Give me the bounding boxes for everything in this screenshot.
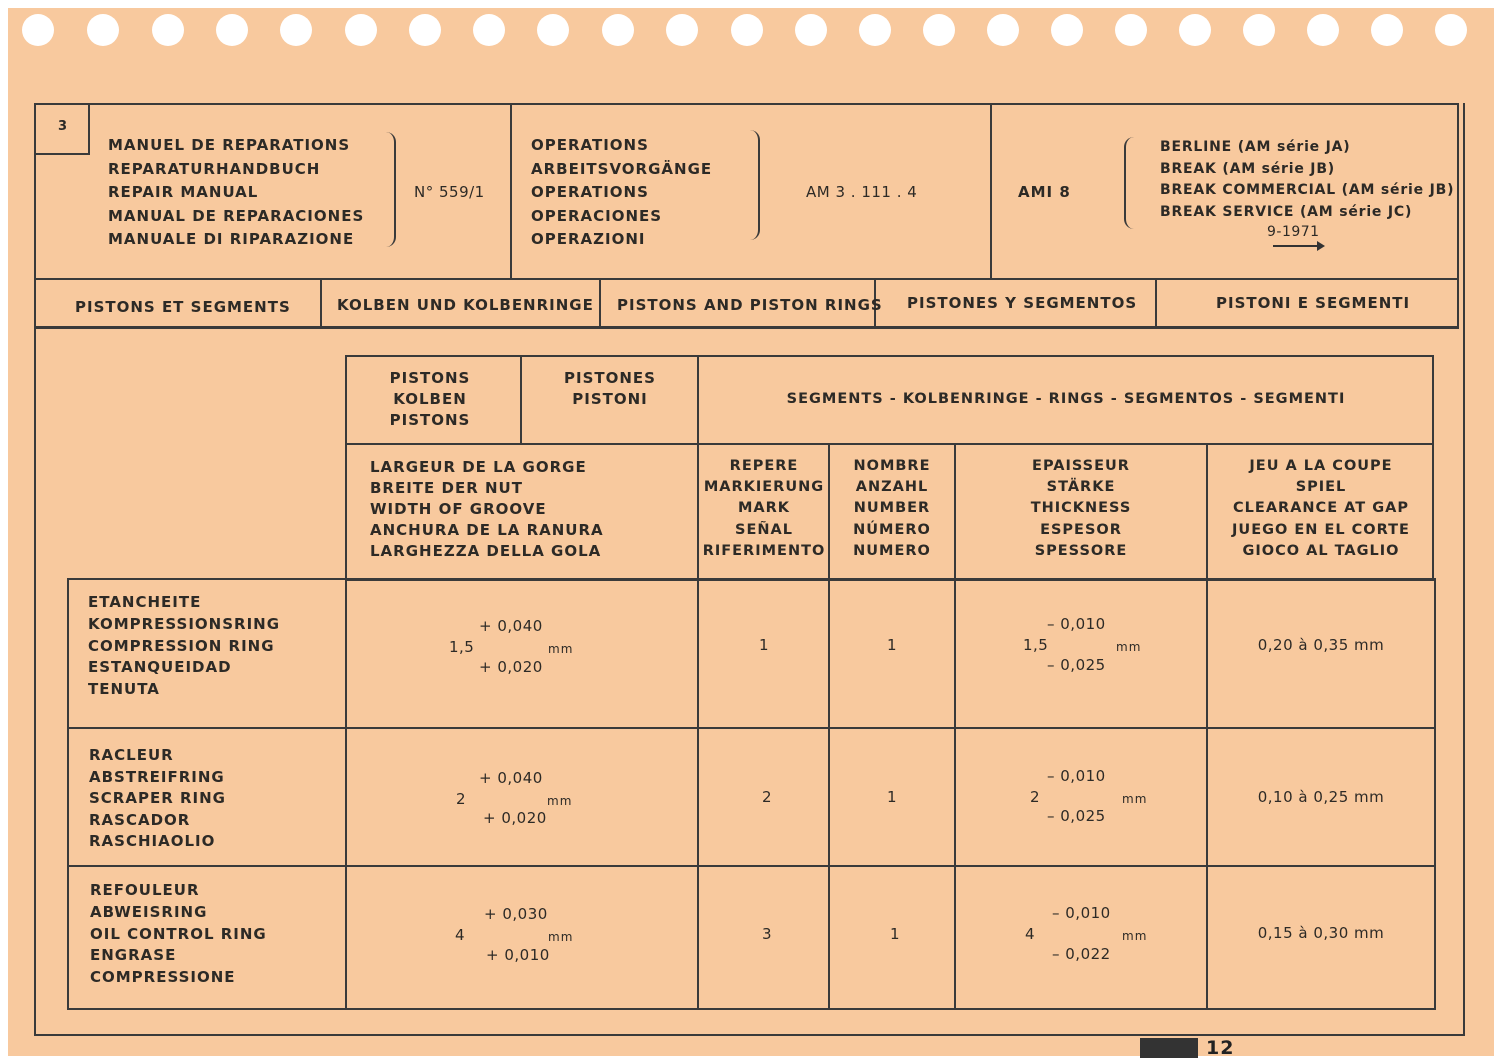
ring-count: 1 xyxy=(886,788,898,806)
operation-titles: OPERATIONS ARBEITSVORGÄNGE OPERATIONS OPERACIONES OPERAZIONI xyxy=(531,136,713,248)
binder-hole xyxy=(859,14,891,46)
page-number: 12 xyxy=(1206,1037,1235,1059)
groove-upper: + 0,040 xyxy=(479,769,543,787)
groove-unit: mm xyxy=(547,794,573,808)
gap-value: 0,10 à 0,25 mm xyxy=(1257,788,1385,806)
gap-value: 0,15 à 0,30 mm xyxy=(1257,924,1385,942)
groove-lower: + 0,020 xyxy=(483,809,547,827)
arrow-right-icon xyxy=(1273,245,1323,247)
brace xyxy=(386,132,396,247)
pistones-header: PISTONES PISTONI xyxy=(564,369,656,408)
table-line xyxy=(67,865,1436,867)
ring-name: RACLEUR ABSTREIFRING SCRAPER RING RASCADOR RASCHIAOLIO xyxy=(89,746,226,850)
groove-unit: mm xyxy=(548,642,574,656)
thickness-unit: mm xyxy=(1122,792,1148,806)
groove-nominal: 4 xyxy=(455,926,466,944)
pistons-header: PISTONS KOLBEN PISTONS xyxy=(389,369,471,429)
thickness-unit: mm xyxy=(1116,640,1142,654)
groove-upper: + 0,040 xyxy=(479,617,543,635)
manual-number: N° 559/1 xyxy=(414,183,485,201)
binder-hole xyxy=(345,14,377,46)
ring-name: REFOULEUR ABWEISRING OIL CONTROL RING ENGRASE COMPRESSIONE xyxy=(90,881,267,987)
groove-upper: + 0,030 xyxy=(484,905,548,923)
table-line xyxy=(520,355,522,445)
binder-hole xyxy=(537,14,569,46)
edition-date: 9-1971 xyxy=(1267,224,1320,240)
thickness-upper: – 0,010 xyxy=(1047,615,1106,633)
binder-hole xyxy=(152,14,184,46)
subject-title-es: PISTONES Y SEGMENTOS xyxy=(907,294,1138,312)
binder-hole xyxy=(1307,14,1339,46)
binder-hole xyxy=(473,14,505,46)
ring-mark: 3 xyxy=(761,925,773,943)
binder-hole xyxy=(87,14,119,46)
binder-hole xyxy=(987,14,1019,46)
groove-nominal: 1,5 xyxy=(449,638,475,656)
header-divider xyxy=(510,103,512,279)
subject-title-it: PISTONI E SEGMENTI xyxy=(1216,294,1411,312)
segments-header: SEGMENTS - KOLBENRINGE - RINGS - SEGMENTOS - SEGMENTI xyxy=(786,391,1346,407)
binder-hole xyxy=(1371,14,1403,46)
subject-title-fr: PISTONS ET SEGMENTS xyxy=(75,298,291,316)
groove-nominal: 2 xyxy=(456,790,467,808)
page-box-label: 3 xyxy=(58,119,69,134)
col-gap-header: JEU A LA COUPE SPIEL CLEARANCE AT GAP JUEGO EN EL CORTE GIOCO AL TAGLIO xyxy=(1232,458,1410,559)
subject-divider xyxy=(320,278,322,328)
binder-hole xyxy=(923,14,955,46)
gap-value: 0,20 à 0,35 mm xyxy=(1257,636,1385,654)
header-divider xyxy=(34,278,1459,280)
subject-title-en: PISTONS AND PISTON RINGS xyxy=(617,296,883,314)
thickness-upper: – 0,010 xyxy=(1052,904,1111,922)
thickness-nominal: 4 xyxy=(1025,925,1036,943)
ring-count: 1 xyxy=(889,925,901,943)
binder-hole xyxy=(602,14,634,46)
operation-code: AM 3 . 111 . 4 xyxy=(806,183,918,201)
header-divider xyxy=(990,103,992,279)
binder-hole xyxy=(22,14,54,46)
binder-hole xyxy=(731,14,763,46)
subject-divider xyxy=(1155,278,1157,328)
thickness-lower: – 0,025 xyxy=(1047,656,1106,674)
thickness-nominal: 2 xyxy=(1030,788,1041,806)
ring-mark: 2 xyxy=(761,788,773,806)
model-variants: BERLINE (AM série JA) BREAK (AM série JB) BREAK COMMERCIAL (AM série JB) BREAK SERVICE (AM série JC) xyxy=(1160,139,1455,220)
thickness-nominal: 1,5 xyxy=(1023,636,1049,654)
thickness-unit: mm xyxy=(1122,929,1148,943)
binder-hole xyxy=(666,14,698,46)
binder-hole xyxy=(280,14,312,46)
thickness-lower: – 0,025 xyxy=(1047,807,1106,825)
manual-titles: MANUEL DE REPARATIONS REPARATURHANDBUCH REPAIR MANUAL MANUAL DE REPARACIONES MANUALE DI RIPARAZIONE xyxy=(108,136,365,248)
table-line xyxy=(67,727,1436,729)
binder-hole xyxy=(409,14,441,46)
binder-hole xyxy=(1115,14,1147,46)
col-mark-header: REPERE MARKIERUNG MARK SEÑAL RIFERIMENTO xyxy=(702,458,826,559)
binder-hole xyxy=(795,14,827,46)
col-number-header: NOMBRE ANZAHL NUMBER NÚMERO NUMERO xyxy=(853,458,931,559)
subject-divider xyxy=(34,326,1459,328)
binder-hole xyxy=(1435,14,1467,46)
table-line xyxy=(345,443,1434,445)
groove-unit: mm xyxy=(548,930,574,944)
binder-hole xyxy=(1179,14,1211,46)
binder-hole xyxy=(216,14,248,46)
brace xyxy=(1124,137,1134,229)
subject-divider xyxy=(599,278,601,328)
ring-name: ETANCHEITE KOMPRESSIONSRING COMPRESSION RING ESTANQUEIDAD TENUTA xyxy=(88,593,281,699)
groove-lower: + 0,010 xyxy=(486,946,550,964)
thickness-upper: – 0,010 xyxy=(1047,767,1106,785)
ring-count: 1 xyxy=(886,636,898,654)
table-line xyxy=(345,578,347,1010)
brace xyxy=(750,130,760,240)
page-tab-marker xyxy=(1140,1038,1198,1058)
col-groove-header: LARGEUR DE LA GORGE BREITE DER NUT WIDTH OF GROOVE ANCHURA DE LA RANURA LARGHEZZA DELLA GOLA xyxy=(370,458,604,560)
model-name: AMI 8 xyxy=(1018,183,1071,201)
binder-hole xyxy=(1051,14,1083,46)
subject-title-de: KOLBEN UND KOLBENRINGE xyxy=(337,296,594,314)
ring-mark: 1 xyxy=(758,636,770,654)
col-thickness-header: EPAISSEUR STÄRKE THICKNESS ESPESOR SPESSORE xyxy=(1030,458,1132,559)
thickness-lower: – 0,022 xyxy=(1052,945,1111,963)
binder-hole xyxy=(1243,14,1275,46)
groove-lower: + 0,020 xyxy=(479,658,543,676)
